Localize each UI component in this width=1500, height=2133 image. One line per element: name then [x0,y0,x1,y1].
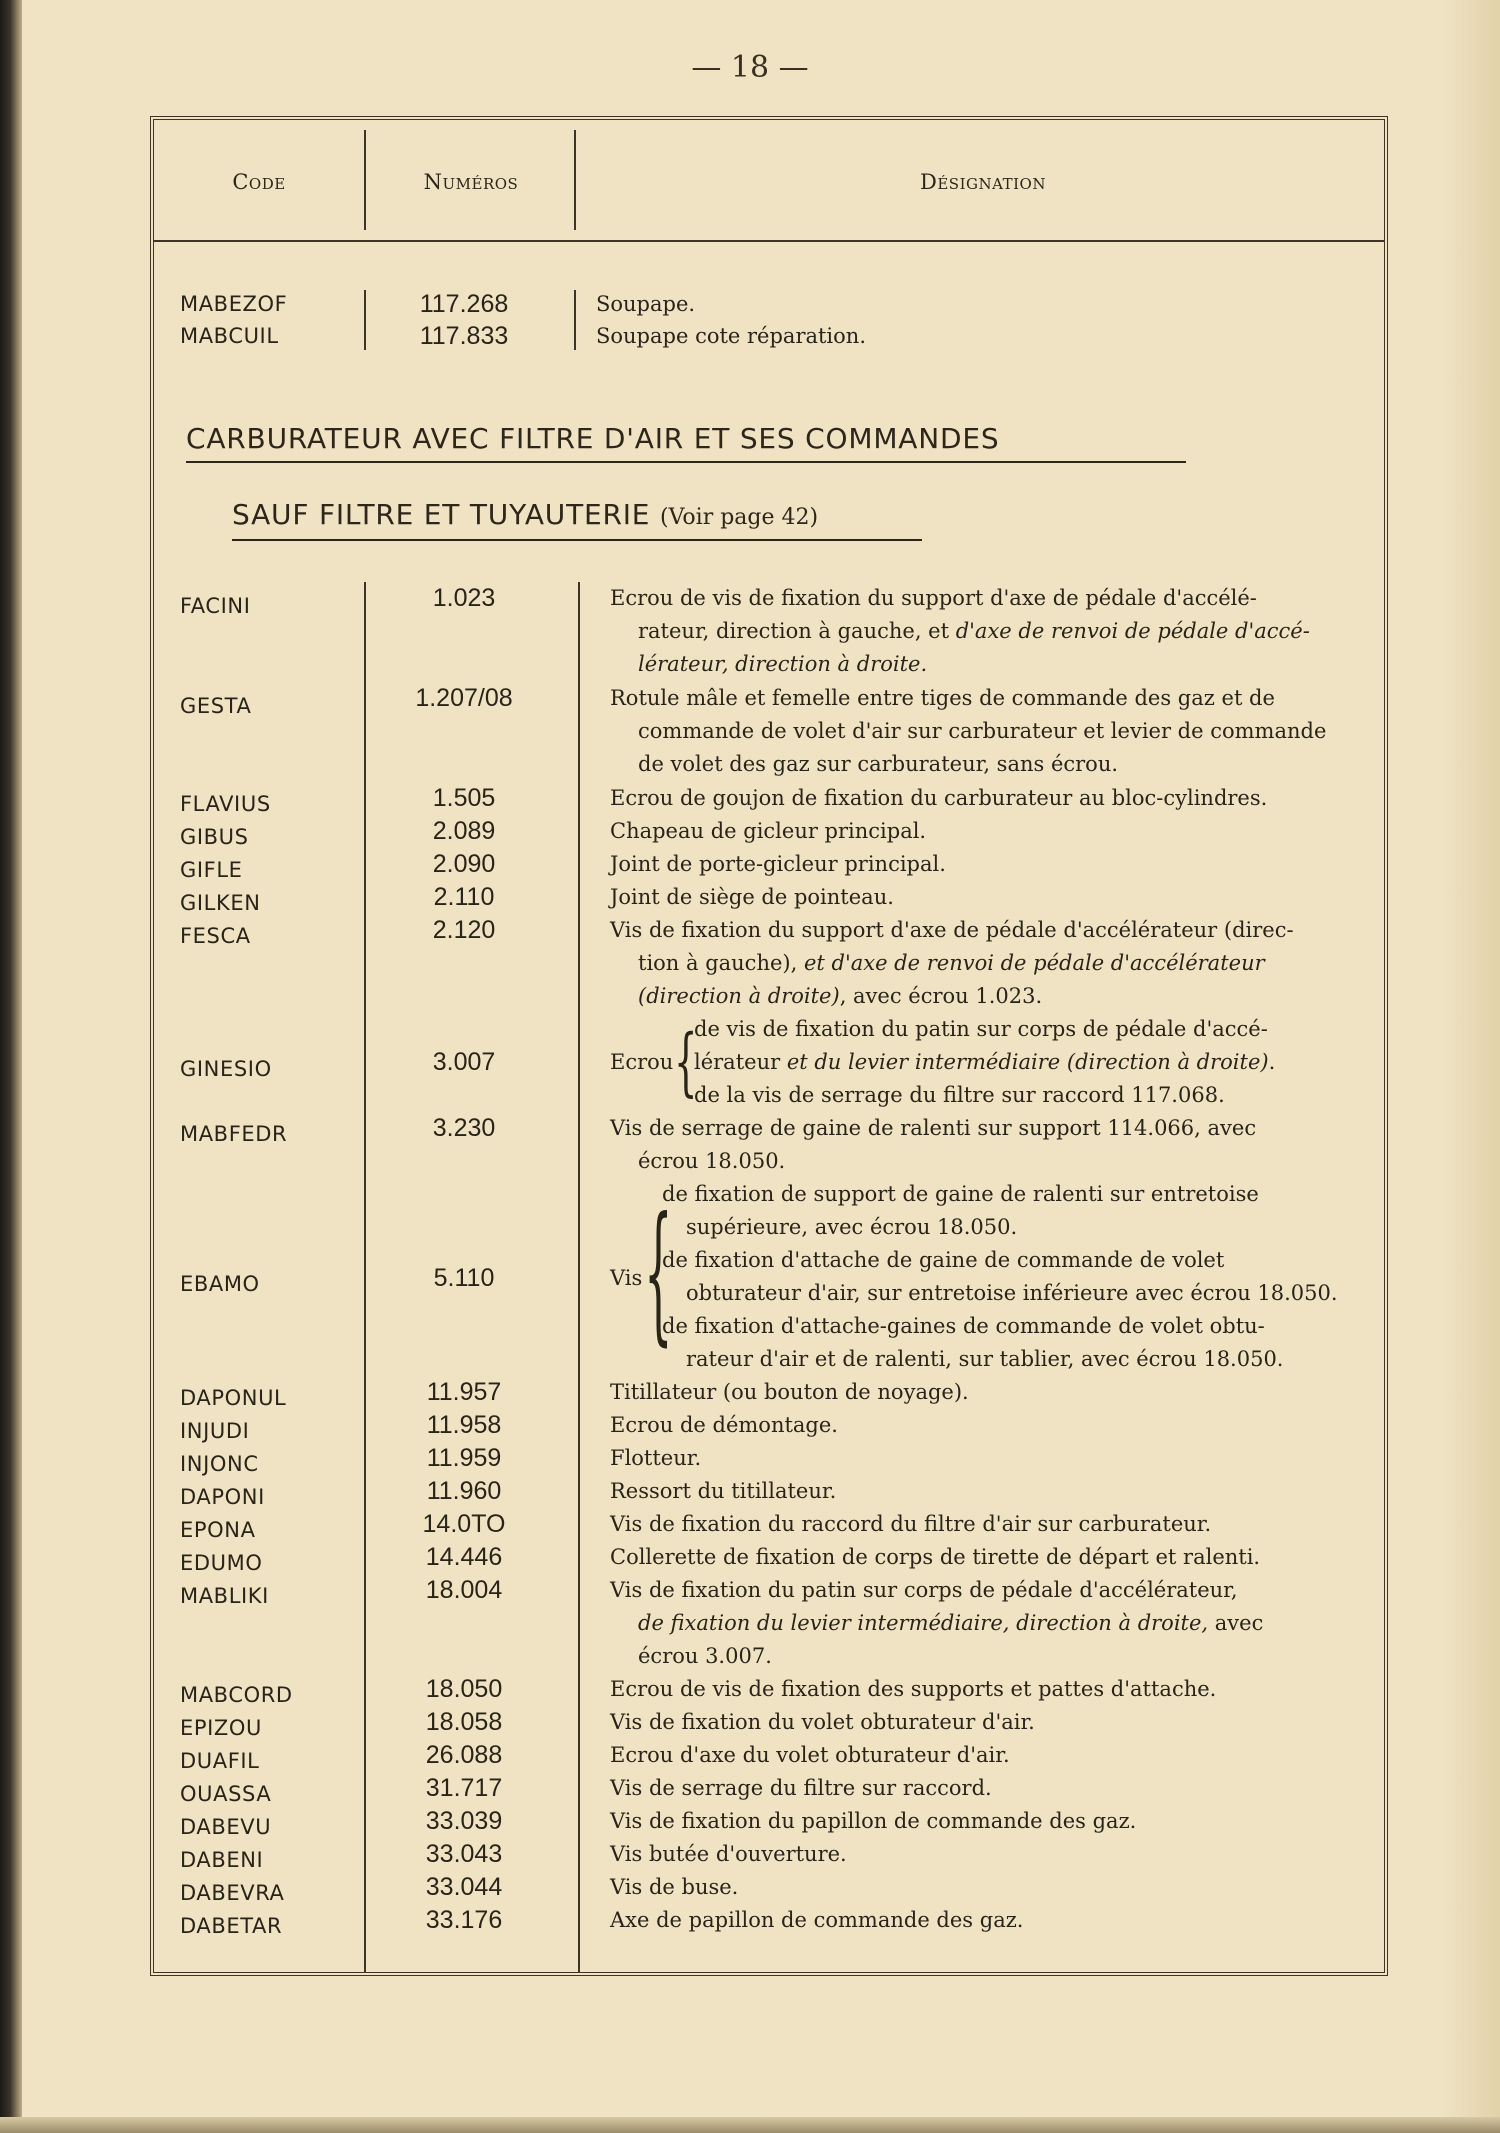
designation-line: Rotule mâle et femelle entre tiges de commande des gaz et de [610,686,1275,710]
number-cell: 117.268 [419,290,509,318]
designation-line: Vis de fixation du patin sur corps de pédale d'accélérateur, [610,1578,1238,1602]
number-cell: 11.960 [426,1477,502,1505]
designation-line: de fixation d'attache-gaines de commande de volet obtu- [662,1314,1265,1338]
code-cell: EDUMO [180,1551,263,1575]
code-cell: INJONC [180,1452,259,1476]
subsection-note: (Voir page 42) [659,505,819,530]
designation-cell: Axe de papillon de commande des gaz. [610,1908,1024,1932]
code-cell: DAPONI [180,1485,265,1509]
designation-line: de fixation d'attache de gaine de commande de volet [662,1248,1225,1272]
designation-line: Vis de serrage de gaine de ralenti sur support 114.066, avec [610,1116,1257,1140]
designation-cell: Flotteur. [610,1446,702,1470]
number-cell: 2.110 [433,883,495,911]
number-cell: 18.058 [425,1708,503,1736]
code-cell: MABLIKI [180,1584,269,1608]
designation-cell: Ecrou de goujon de fixation du carburateur au bloc-cylindres. [610,786,1268,810]
number-cell: 117.833 [419,322,509,350]
designation-cell: Joint de porte-gicleur principal. [610,852,946,876]
designation-cell: Joint de siège de pointeau. [610,885,894,909]
header-divider-1 [364,130,366,230]
code-cell: MABCORD [180,1683,293,1707]
number-cell: 2.089 [432,817,496,845]
designation-line: écrou 18.050. [638,1149,786,1173]
designation-line: lérateur [694,1050,787,1074]
designation-cell [610,914,1370,1013]
designation-cell [610,682,1370,781]
brace-icon: { [644,1186,673,1360]
subsection-title [232,498,922,541]
designation-cell [610,1574,1370,1673]
header-numeros: Numéros [423,170,519,194]
designation-cell: Vis de fixation du raccord du filtre d'air sur carburateur. [610,1512,1212,1536]
designation-line: Vis de fixation du support d'axe de pédale d'accélérateur (direc- [610,918,1294,942]
designation-cell: Vis de serrage du filtre sur raccord. [610,1776,992,1800]
designation-cell: Vis butée d'ouverture. [610,1842,847,1866]
designation-cell [610,582,1370,681]
header-divider-2 [574,130,576,230]
number-cell: 2.090 [432,850,496,878]
designation-line: Ecrou de vis de fixation du support d'axe de pédale d'accélé- [610,586,1257,610]
designation-cell: Soupape cote réparation. [596,324,866,348]
number-cell: 1.207/08 [415,684,513,712]
top-divider-2 [574,290,576,350]
code-cell: DABENI [180,1848,264,1872]
number-cell: 14.446 [425,1543,503,1571]
parts-table [150,116,1388,1976]
number-cell: 1.505 [432,784,496,812]
designation-cell: Ressort du titillateur. [610,1479,837,1503]
code-cell: EPIZOU [180,1716,263,1740]
number-cell: 5.110 [433,1264,495,1292]
code-cell: OUASSA [180,1782,272,1806]
code-cell: EBAMO [180,1272,260,1296]
designation-cell: Titillateur (ou bouton de noyage). [610,1380,969,1404]
code-cell: GESTA [180,694,252,718]
designation-line: tion à gauche), [638,951,804,975]
code-cell: FLAVIUS [180,792,271,816]
code-cell: MABEZOF [180,292,288,316]
designation-cell [610,1112,1370,1178]
designation-cell: Chapeau de gicleur principal. [610,819,927,843]
code-cell: DAPONUL [180,1386,287,1410]
designation-cell: Soupape. [596,292,696,316]
designation-line: de fixation de support de gaine de ralenti sur entretoise [662,1182,1259,1206]
number-cell: 11.957 [426,1378,502,1406]
designation-cell: Ecrou de vis de fixation des supports et pattes d'attache. [610,1677,1217,1701]
number-cell: 3.230 [432,1114,496,1142]
header-designation: Désignation [920,170,1046,194]
number-cell: 14.0TO [422,1510,506,1538]
designation-cell: Vis de fixation du papillon de commande des gaz. [610,1809,1137,1833]
page-bottom-edge [0,2117,1500,2133]
designation-line: obturateur d'air, sur entretoise inférieure avec écrou 18.050. [686,1281,1338,1305]
number-cell: 18.004 [425,1576,503,1604]
designation-cell: Ecrou de démontage. [610,1413,838,1437]
number-cell: 33.039 [425,1807,503,1835]
designation-italic: de fixation du levier intermédiaire, direction à droite, [638,1611,1209,1635]
designation-italic: (direction à droite) [638,984,840,1008]
number-cell: 33.044 [425,1873,503,1901]
code-cell: DUAFIL [180,1749,260,1773]
designation-italic: et du levier intermédiaire (direction à droite) [786,1050,1269,1074]
section-title: CARBURATEUR AVEC FILTRE D'AIR ET SES COMMANDES [186,422,1186,463]
body-divider-2 [578,582,580,1972]
code-cell: DABEVRA [180,1881,285,1905]
designation-italic: lérateur, direction à droite. [638,652,928,676]
designation-line: de vis de fixation du patin sur corps de pédale d'accé- [694,1017,1268,1041]
table-header [154,120,1384,242]
designation-line: rateur d'air et de ralenti, sur tablier, avec écrou 18.050. [686,1347,1284,1371]
number-cell: 18.050 [425,1675,503,1703]
code-cell: EPONA [180,1518,256,1542]
top-divider-1 [364,290,366,350]
designation-line: avec [1208,1611,1264,1635]
number-cell: 26.088 [425,1741,503,1769]
code-cell: MABCUIL [180,324,279,348]
header-code: Code [232,170,286,194]
number-cell: 31.717 [425,1774,503,1802]
code-cell: GILKEN [180,891,261,915]
code-cell: GIFLE [180,858,243,882]
number-cell: 11.959 [426,1444,502,1472]
code-cell: FACINI [180,594,251,618]
page-edge-shade [1440,0,1500,2133]
brace-icon: { [674,1019,698,1105]
designation-line: supérieure, avec écrou 18.050. [686,1215,1018,1239]
number-cell: 3.007 [432,1048,496,1076]
designation-cell: Vis de buse. [610,1875,739,1899]
number-cell: 2.120 [432,916,496,944]
code-cell: GIBUS [180,825,249,849]
subsection-title-text: SAUF FILTRE ET TUYAUTERIE [232,498,651,531]
code-cell: INJUDI [180,1419,250,1443]
number-cell: 11.958 [426,1411,502,1439]
code-cell: FESCA [180,924,251,948]
designation-cell: Vis de fixation du volet obturateur d'air. [610,1710,1035,1734]
designation-italic: et d'axe de renvoi de pédale d'accélérateur [803,951,1265,975]
page-number: — 18 — [691,50,809,85]
number-cell: 33.176 [425,1906,503,1934]
designation-line: . [1268,1050,1276,1074]
number-cell: 33.043 [425,1840,503,1868]
designation-italic: d'axe de renvoi de pédale d'accé- [955,619,1310,643]
code-cell: DABEVU [180,1815,272,1839]
designation-cell [610,1178,1370,1376]
designation-line: écrou 3.007. [638,1644,772,1668]
code-cell: DABETAR [180,1914,283,1938]
designation-line: de la vis de serrage du filtre sur raccord 117.068. [694,1083,1225,1107]
brace-lead: Ecrou [610,1050,674,1074]
designation-line: commande de volet d'air sur carburateur et levier de commande [638,719,1327,743]
code-cell: GINESIO [180,1057,272,1081]
designation-line: rateur, direction à gauche, et [638,619,956,643]
designation-line: de volet des gaz sur carburateur, sans écrou. [638,752,1119,776]
number-cell: 1.023 [432,584,496,612]
binding-shadow [0,0,22,2133]
designation-cell: Collerette de fixation de corps de tirette de départ et ralenti. [610,1545,1261,1569]
designation-cell: Ecrou d'axe du volet obturateur d'air. [610,1743,1010,1767]
code-cell: MABFEDR [180,1122,288,1146]
body-divider-1 [364,582,366,1972]
designation-line: , avec écrou 1.023. [839,984,1043,1008]
designation-cell [610,1013,1370,1112]
brace-lead: Vis [610,1266,643,1290]
